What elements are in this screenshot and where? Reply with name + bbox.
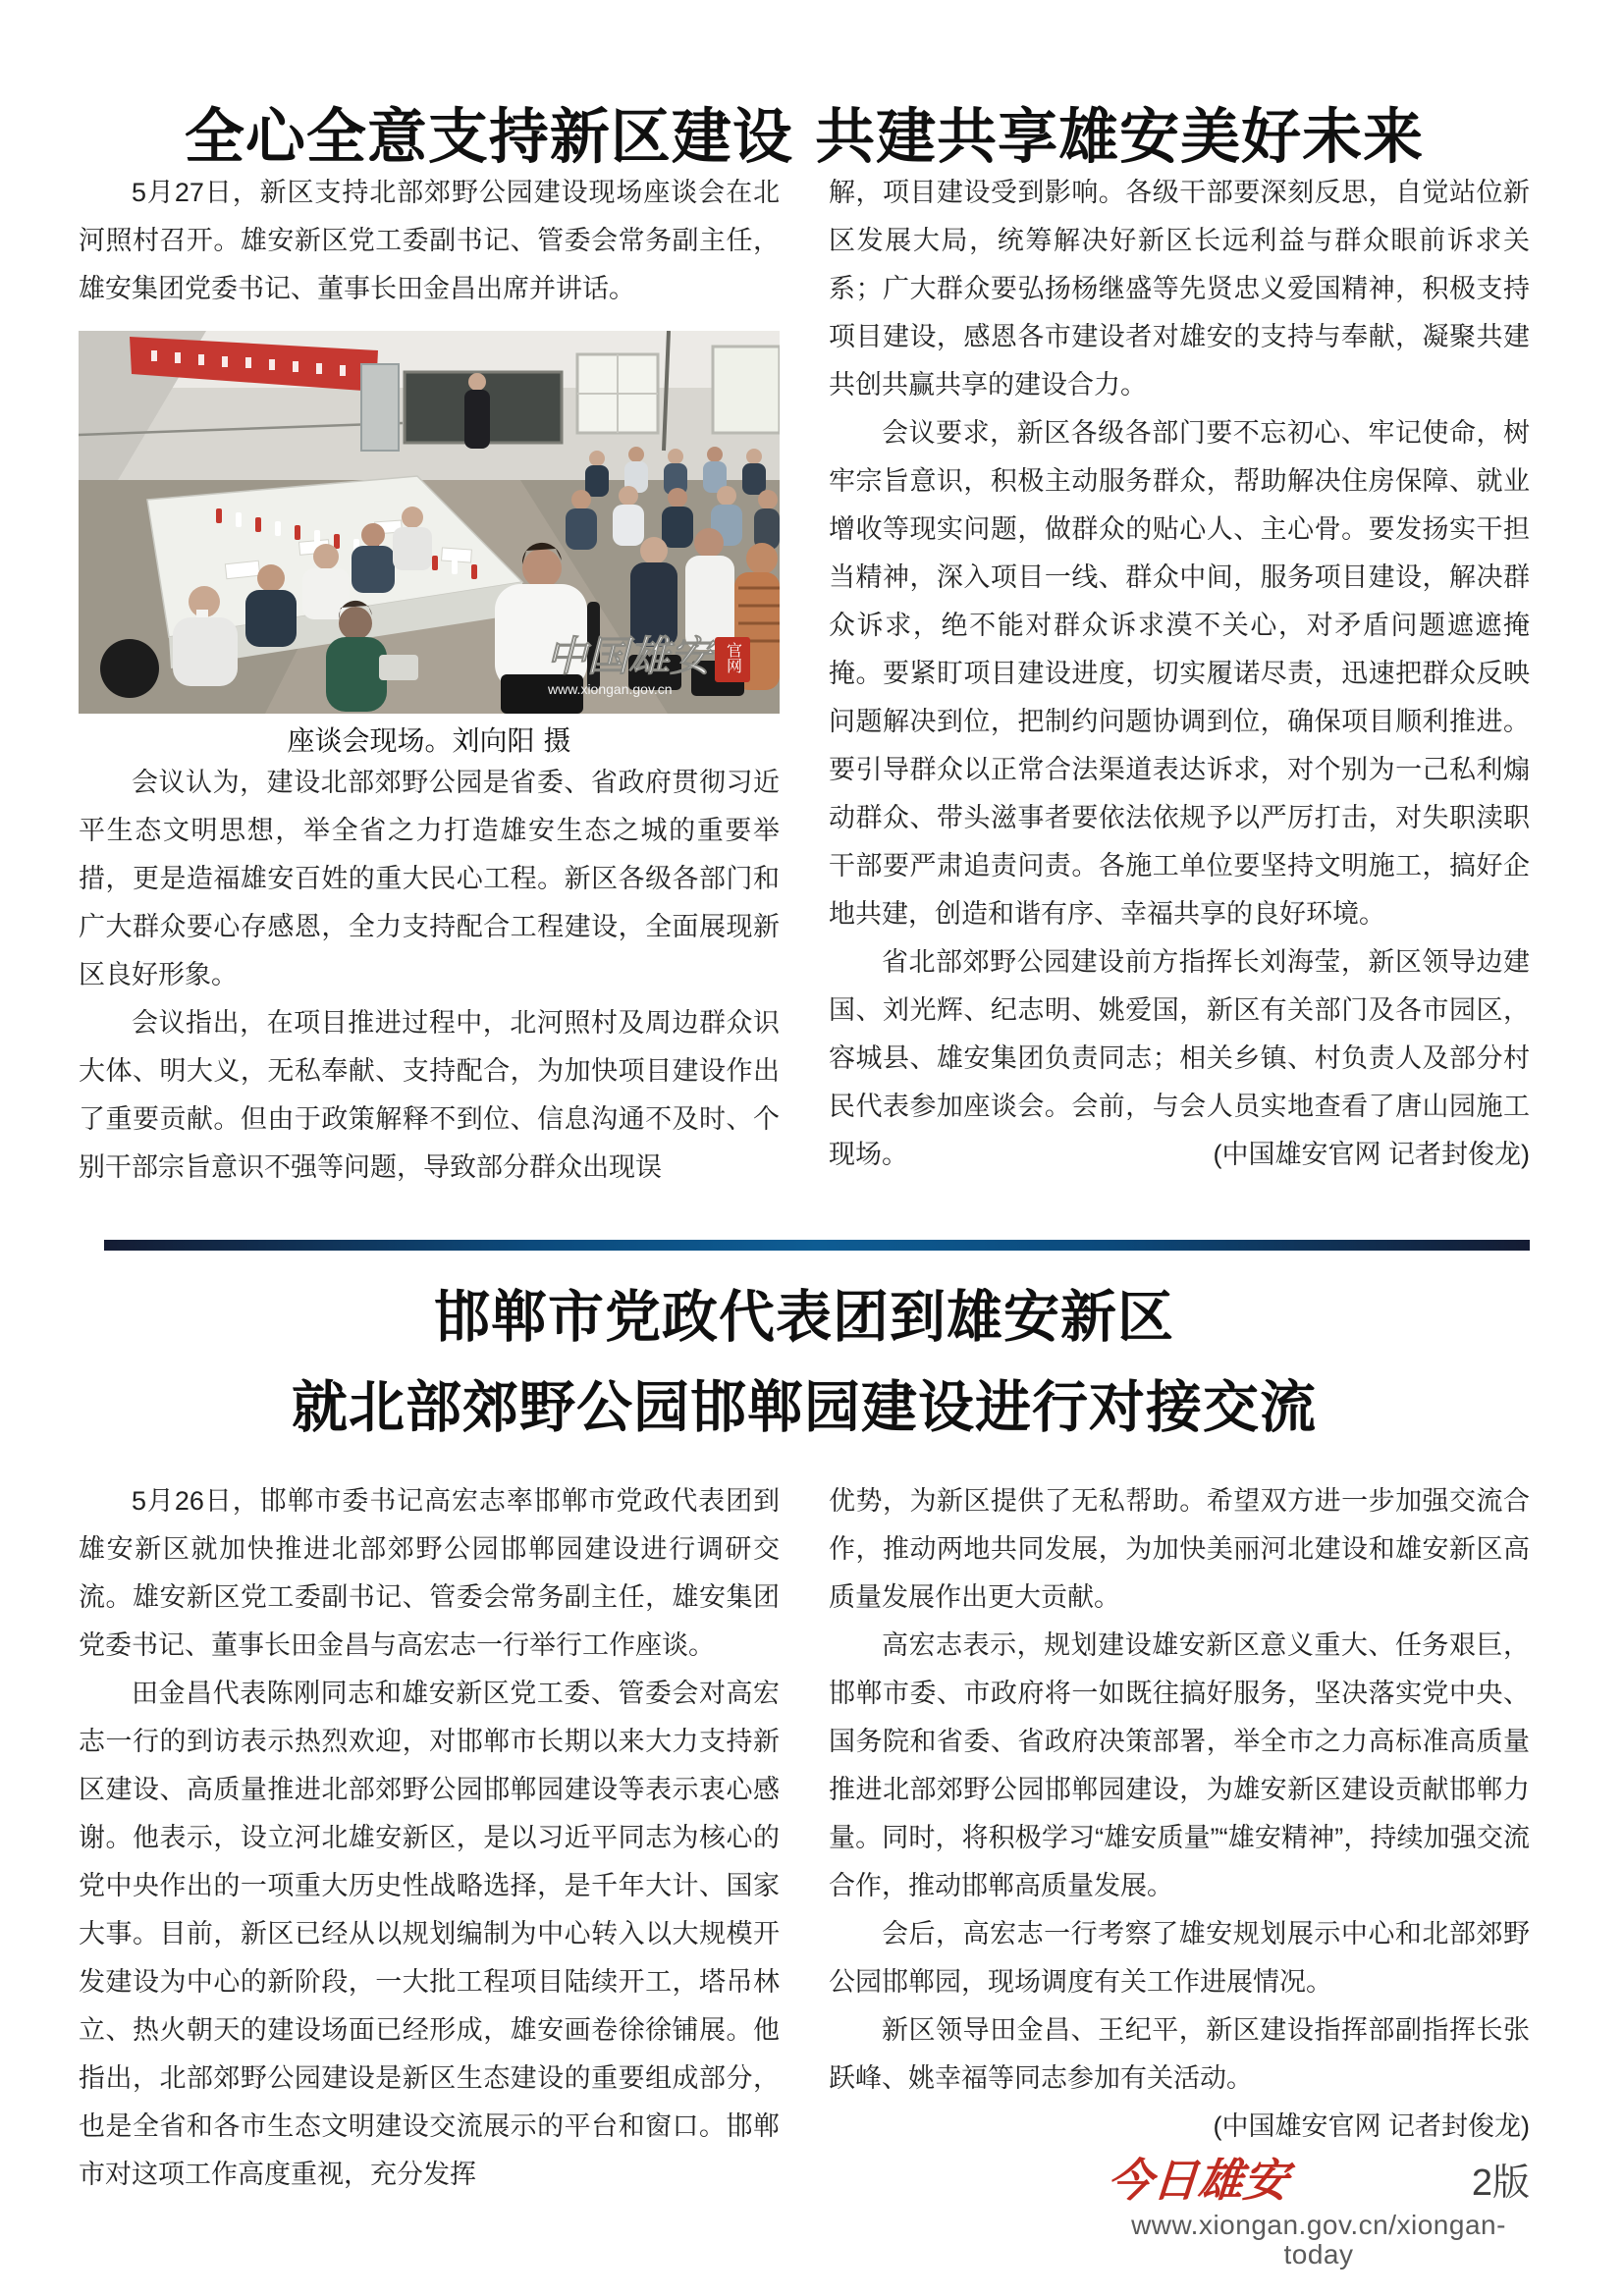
article1-byline: (中国雄安官网 记者封俊龙)	[1213, 1140, 1530, 1169]
article2-paragraph: 5月26日，邯郸市委书记高宏志率邯郸市党政代表团到雄安新区就加快推进北部郊野公园邯郸园建设进行调研交流。雄安新区党工委副书记、管委会常务副主任，雄安集团党委书记、董事长田金昌与高宏志一行举行工作座谈。	[79, 1486, 780, 1660]
article2-columns	[79, 1477, 1530, 2199]
article1-columns	[79, 169, 1530, 1192]
article2-left-column	[79, 1477, 780, 2199]
article2-paragraph: 田金昌代表陈刚同志和雄安新区党工委、管委会对高宏志一行的到访表示热烈欢迎，对邯郸市长期以来大力支持新区建设、高质量推进北部郊野公园邯郸园建设等表示衷心感谢。他表示，设立河北雄安新区，是以习近平同志为核心的党中央作出的一项重大历史性战略选择，是千年大计、国家大事。目前，新区已经从以规划编制为中心转入以大规模开发建设为中心的新阶段，一大批工程项目陆续开工，塔吊林立、热火朝天的建设场面已经形成，雄安画卷徐徐铺展。他指出，北部郊野公园建设是新区生态建设的重要组成部分，也是全省和各市生态文明建设交流展示的平台和窗口。邯郸市对这项工作高度重视，充分发挥	[79, 1679, 780, 2189]
photo-watermark-seal-text: 官网	[724, 642, 741, 673]
footer-row	[1106, 2154, 1530, 2207]
article1-paragraph-continuation: 解，项目建设受到影响。各级干部要深刻反思，自觉站位新区发展大局，统筹解决好新区长远利益与群众眼前诉求关系；广大群众要弘扬杨继盛等先贤忠义爱国精神，积极支持项目建设，感恩各市建设者对雄安的支持与奉献，凝聚共建共创共赢共享的建设合力。	[829, 178, 1530, 400]
article2-headline	[79, 1272, 1530, 1453]
article1-photo	[79, 331, 780, 714]
article1-paragraph: 5月27日，新区支持北部郊野公园建设现场座谈会在北河照村召开。雄安新区党工委副书记、管委会常务副主任，雄安集团党委书记、董事长田金昌出席并讲话。	[79, 178, 780, 303]
photo-watermark-url: www.xiongan.gov.cn	[548, 681, 673, 697]
article2-paragraph-continuation: 优势，为新区提供了无私帮助。希望双方进一步加强交流合作，推动两地共同发展，为加快美丽河北建设和雄安新区高质量发展作出更大贡献。	[829, 1486, 1530, 1612]
article1-last-paragraph	[829, 938, 1530, 1179]
article2-paragraph: 新区领导田金昌、王纪平，新区建设指挥部副指挥长张跃峰、姚幸福等同志参加有关活动。	[829, 2015, 1530, 2093]
footer-url: www.xiongan.gov.cn/xiongan-today	[1131, 2210, 1506, 2269]
article1-left-column	[79, 169, 780, 1192]
article2-headline-line1: 邯郸市党政代表团到雄安新区	[434, 1284, 1174, 1350]
article1-paragraph: 会议认为，建设北部郊野公园是省委、省政府贯彻习近平生态文明思想，举全省之力打造雄安生态之城的重要举措，更是造福雄安百姓的重大民心工程。新区各级各部门和广大群众要心存感恩，全力支持配合工程建设，全面展现新区良好形象。	[79, 768, 780, 989]
article1-headline: 全心全意支持新区建设 共建共享雄安美好未来	[184, 101, 1425, 172]
article1-paragraph: 会议指出，在项目推进过程中，北河照村及周边群众识大体、明大义，无私奉献、支持配合，为加快项目建设作出了重要贡献。但由于政策解释不到位、信息沟通不及时、个别干部宗旨意识不强等问题，导致部分群众出现误	[79, 1008, 780, 1182]
meeting-photo-illustration	[79, 331, 780, 714]
page-number: 2版	[1471, 2163, 1530, 2204]
photo-window-2	[713, 347, 780, 433]
article2-headline-line2: 就北部郊野公园邯郸园建设进行对接交流	[292, 1374, 1317, 1440]
article2-right-column	[829, 1477, 1530, 2199]
photo-person-standing	[468, 373, 486, 391]
article1-right-column	[829, 169, 1530, 1192]
article1-paragraph-text: 省北部郊野公园建设前方指挥长刘海莹，新区领导边建国、刘光辉、纪志明、姚爱国，新区有关部门及各市园区，容城县、雄安集团负责同志；相关乡镇、村负责人及部分村民代表参加座谈会。会前，与会人员实地查看了唐山园施工现场。	[829, 947, 1530, 1169]
section-divider-bar	[104, 1240, 1530, 1251]
article2-paragraph: 高宏志表示，规划建设雄安新区意义重大、任务艰巨，邯郸市委、市政府将一如既往搞好服务，坚决落实党中央、国务院和省委、省政府决策部署，举全市之力高标准高质量推进北部郊野公园邯郸园建设，为雄安新区建设贡献邯郸力量。同时，将积极学习“雄安质量”“雄安精神”，持续加强交流合作，推动邯郸高质量发展。	[829, 1630, 1530, 1900]
page-footer	[1106, 2154, 1530, 2269]
article2-byline: (中国雄安官网 记者封俊龙)	[1213, 2111, 1530, 2141]
photo-cabinet	[361, 364, 399, 451]
newspaper-logo: 今日雄安	[1106, 2154, 1290, 2207]
photo-watermark-title: 中国雄安	[546, 632, 712, 680]
article1-paragraph: 会议要求，新区各级各部门要不忘初心、牢记使命，树牢宗旨意识，积极主动服务群众，帮助解决住房保障、就业增收等现实问题，做群众的贴心人、主心骨。要发扬实干担当精神，深入项目一线、群众中间，服务项目建设，解决群众诉求，绝不能对群众诉求漠不关心，对矛盾问题遮遮掩掩。要紧盯项目建设进度，切实履诺尽责，迅速把群众反映问题解决到位，把制约问题协调到位，确保项目顺利推进。要引导群众以正常合法渠道表达诉求，对个别为一己私利煽动群众、带头滋事者要依法依规予以严厉打击，对失职渎职干部要严肃追责问责。各施工单位要坚持文明施工，搞好企地共建，创造和谐有序、幸福共享的良好环境。	[829, 418, 1530, 929]
photo-caption: 座谈会现场。刘向阳 摄	[287, 724, 571, 757]
photo-person-standing-body	[464, 390, 490, 449]
article2-paragraph: 会后，高宏志一行考察了雄安规划展示中心和北部郊野公园邯郸园，现场调度有关工作进展情况。	[829, 1919, 1530, 1997]
